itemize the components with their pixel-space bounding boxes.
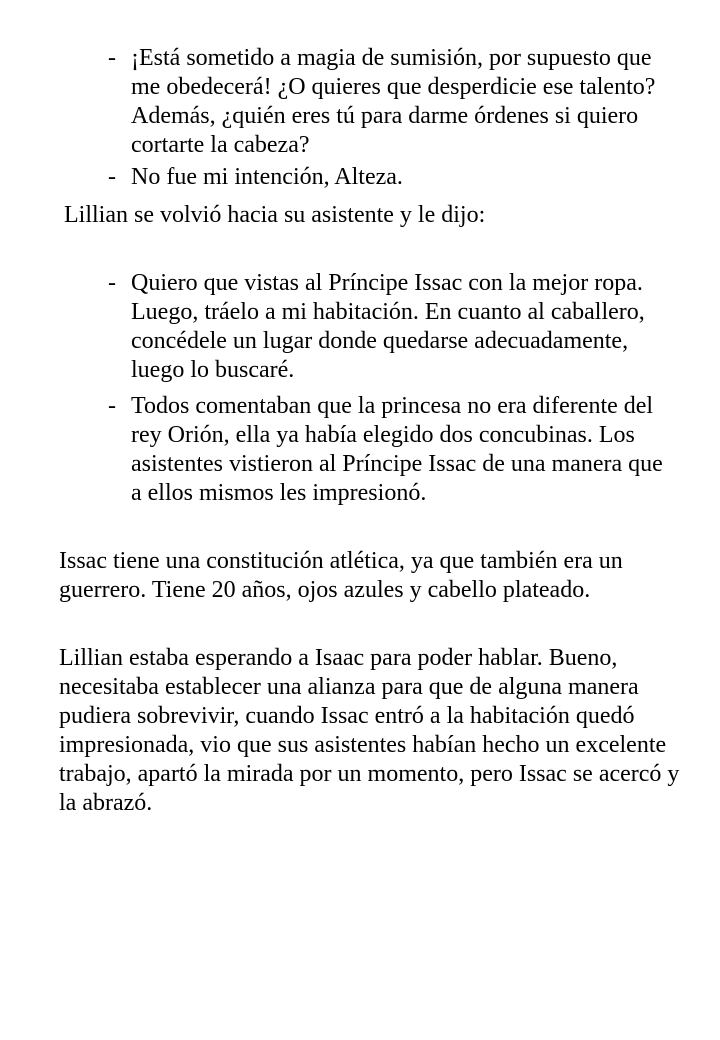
dialogue-item <box>100 269 670 385</box>
paragraph: Issac tiene una constitución atlética, ya que también era un guerrero. Tiene 20 años, ojos azules y cabello plateado. <box>59 548 623 603</box>
dialogue-item <box>100 163 670 192</box>
dialogue-text: ¡Está sometido a magia de sumisión, por supuesto que me obedecerá! ¿O quieres que desperdicie ese talento? Además, ¿quién eres tú para darme órdenes si quiero cortarte la cabeza? <box>131 45 656 158</box>
dash-marker: - <box>108 393 116 419</box>
narration-line: Lillian se volvió hacia su asistente y le dijo: <box>64 202 486 228</box>
dialogue-text: Quiero que vistas al Príncipe Issac con la mejor ropa. Luego, tráelo a mi habitación. En cuanto al caballero, concédele un lugar donde quedarse adecuadamente, luego lo buscaré. <box>131 270 645 383</box>
dash-marker: - <box>108 270 116 296</box>
paragraph: Lillian estaba esperando a Isaac para poder hablar. Bueno, necesitaba establecer una alianza para que de alguna manera pudiera sobrevivir, cuando Issac entró a la habitación quedó impresionada, vio que sus asistentes habían hecho un excelente trabajo, apartó la mirada por un momento, pero Issac se acercó y la abrazó. <box>59 645 680 816</box>
dialogue-text: Todos comentaban que la princesa no era diferente del rey Orión, ella ya había elegido dos concubinas. Los asistentes vistieron al Príncipe Issac de una manera que a ellos mismos les impresionó. <box>131 393 663 506</box>
dash-marker: - <box>108 45 116 71</box>
dialogue-item <box>100 44 670 160</box>
dash-marker: - <box>108 164 116 190</box>
dialogue-item <box>100 392 670 508</box>
dialogue-text: No fue mi intención, Alteza. <box>131 164 403 190</box>
